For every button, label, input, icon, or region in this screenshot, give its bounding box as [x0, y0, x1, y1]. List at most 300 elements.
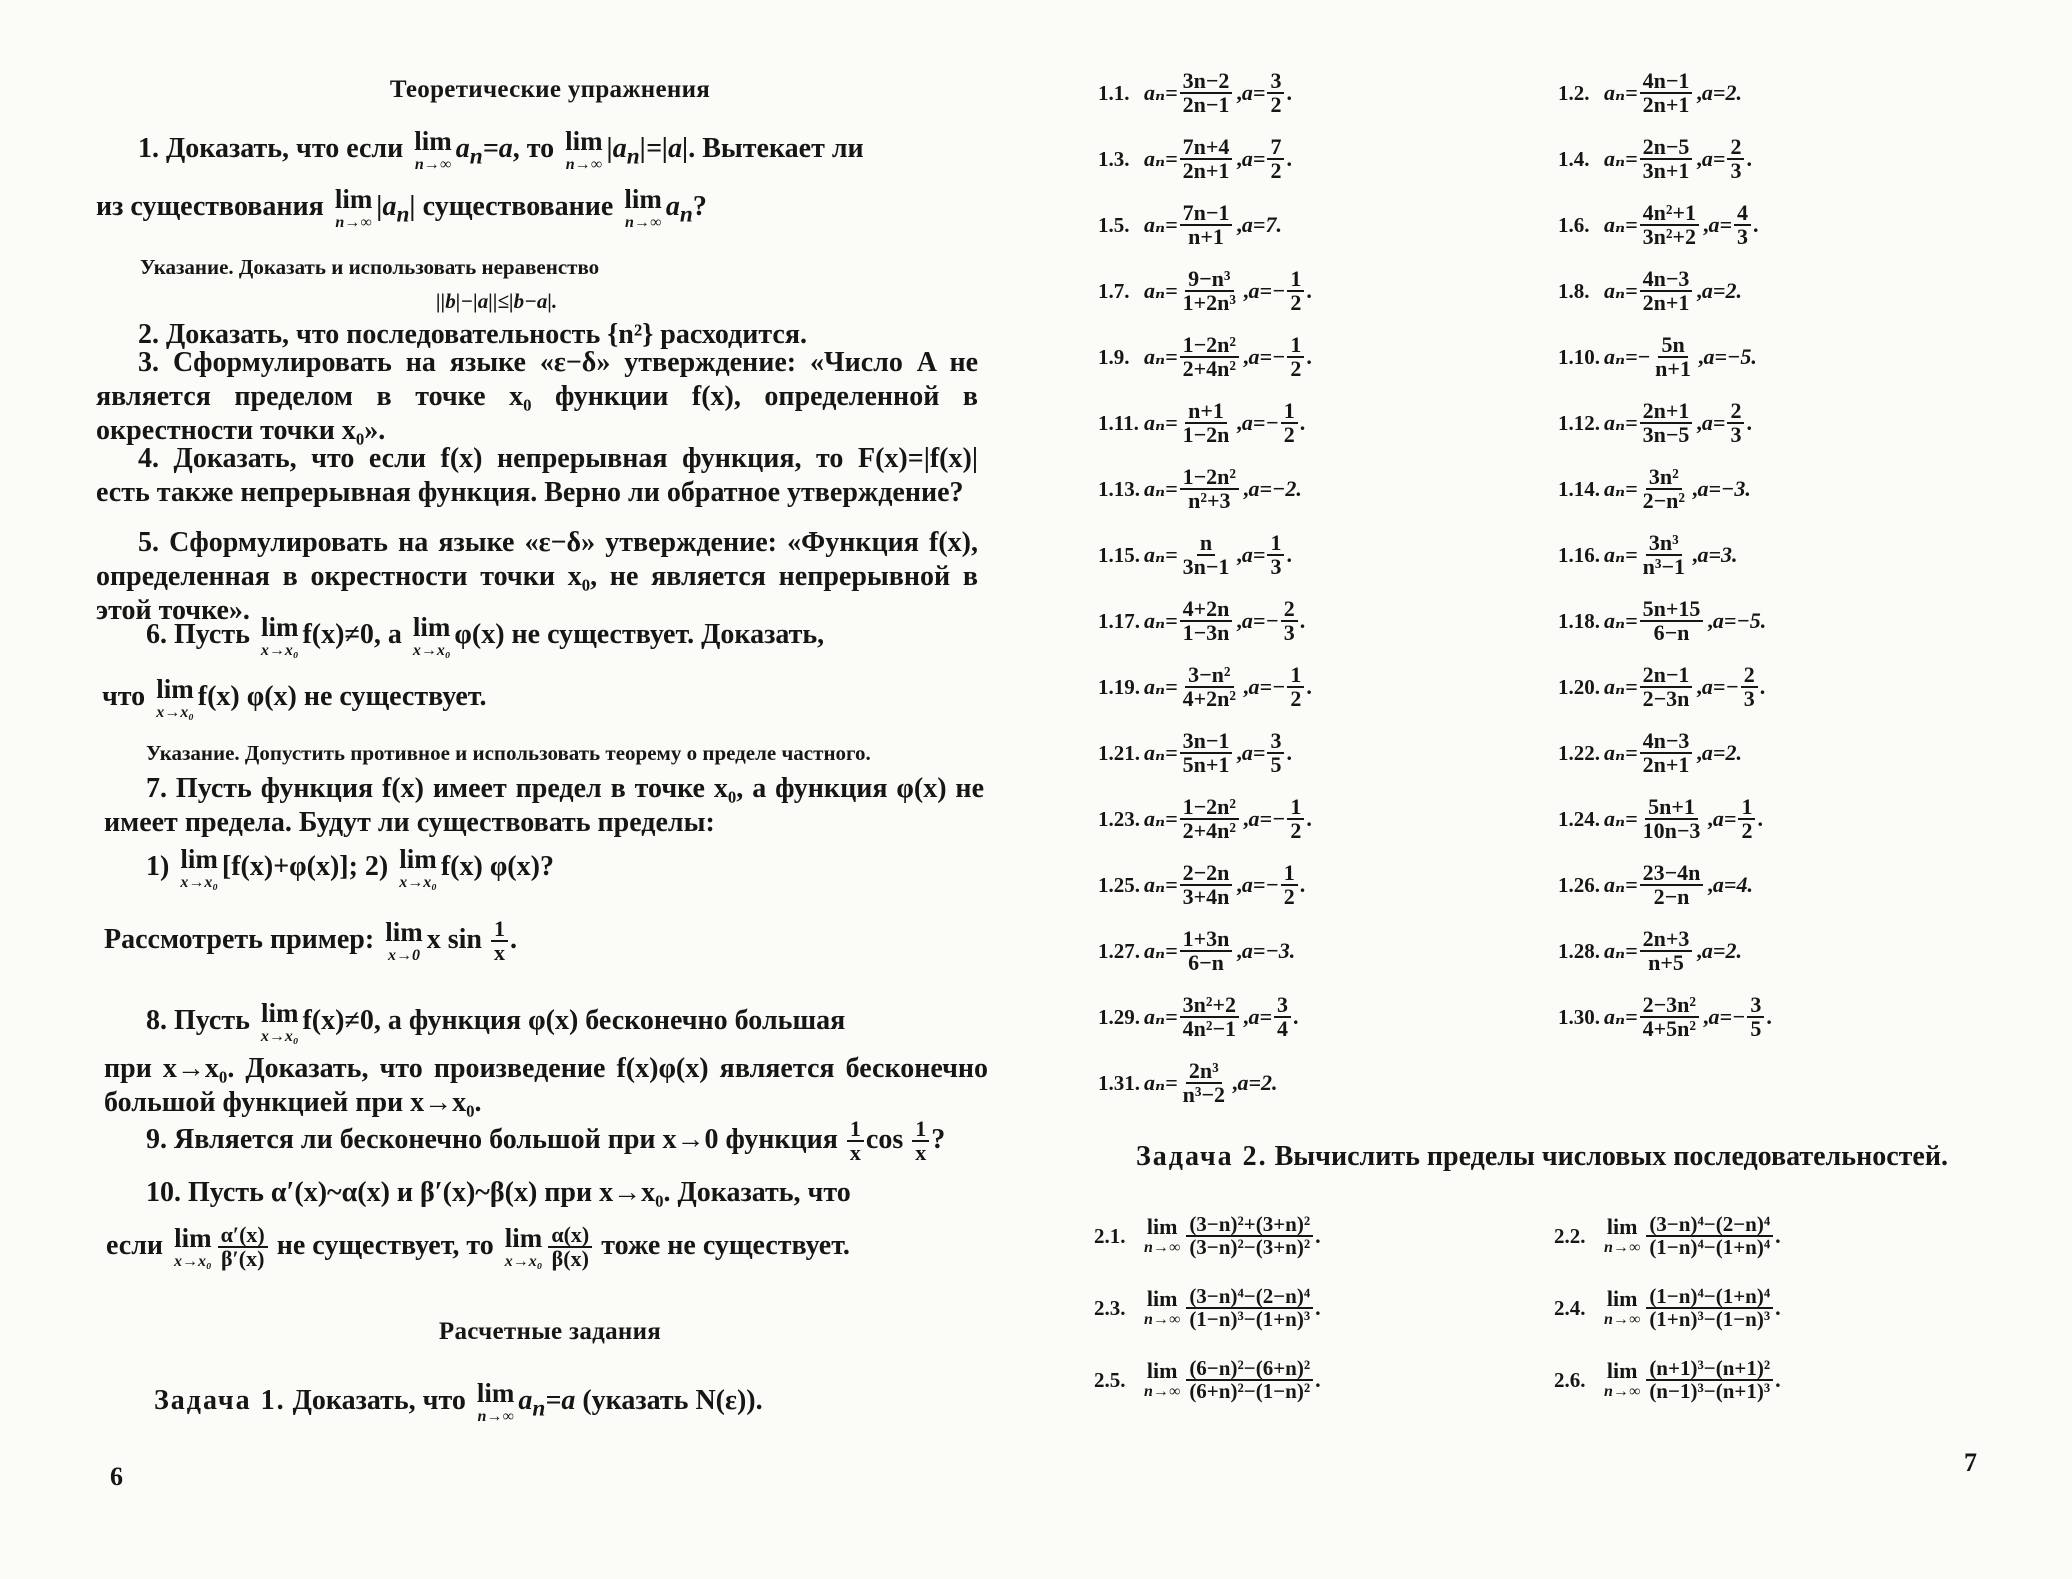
fraction-numerator: 2n−5 [1640, 136, 1693, 160]
limit-fraction [1274, 994, 1291, 1041]
sequence-fraction [1640, 664, 1693, 711]
item-label: 1.16. [1558, 542, 1600, 567]
fraction-denominator: 3n+1 [1642, 158, 1690, 184]
fraction-numerator: (n+1)³−(n+1)² [1646, 1358, 1773, 1381]
limit-value [1707, 608, 1766, 634]
limit-item [1094, 1286, 1321, 1331]
item-label: 1.14. [1558, 476, 1600, 501]
task-item [1558, 730, 1742, 777]
period: . [1766, 1004, 1772, 1030]
task-1-statement: Задача 1. Доказать, что lim n→∞ $a_n=a$ (указать N(ε)). [154, 1378, 763, 1425]
exercise-1-line-2: из существования lim n→∞ $|a_n|$ существование lim n→∞ $a_n$? [96, 184, 707, 231]
task-item [1558, 202, 1759, 249]
limit-a: a=2. [1701, 938, 1742, 964]
task-item [1098, 664, 1312, 711]
limit-value [1232, 1070, 1278, 1096]
limit-fraction [1267, 136, 1284, 183]
fraction-numerator: (6−n)²−(6+n)² [1186, 1358, 1313, 1381]
task-item [1098, 598, 1305, 645]
sequence-fraction [1180, 334, 1239, 381]
fraction-numerator: 2n³ [1186, 1060, 1222, 1084]
limit-a: a=4. [1712, 872, 1753, 898]
fraction-denominator: (n−1)³−(n+1)³ [1649, 1379, 1771, 1404]
sequence-fraction [1180, 862, 1233, 909]
limit-fraction [1741, 664, 1758, 711]
limit-item [1094, 1358, 1321, 1403]
fraction-denominator: 3 [1730, 158, 1742, 184]
sequence-symbol: aₙ= [1604, 278, 1638, 304]
fraction-denominator: 2 [1270, 158, 1282, 184]
fraction-numerator: 2n+1 [1640, 400, 1693, 424]
fraction-denominator: n+1 [1188, 224, 1224, 250]
exercise-8-line-1: 8. Пусть lim x→x₀ f(x)≠0, а функция φ(x) бесконечно большая [146, 998, 846, 1045]
period: . [1306, 278, 1312, 304]
sequence-fraction [1640, 202, 1699, 249]
fraction-denominator: 2 [1290, 356, 1302, 382]
limit-a: a=− [1248, 674, 1286, 700]
fraction-numerator: 4+2n [1180, 598, 1233, 622]
fraction-numerator: 7n+4 [1180, 136, 1233, 160]
period: . [1299, 872, 1306, 898]
task-item [1558, 598, 1766, 645]
fraction-denominator: n³−2 [1182, 1082, 1225, 1108]
limit-value [1236, 532, 1292, 579]
period: . [1286, 80, 1292, 106]
limit-operator [1144, 1360, 1180, 1400]
page-number-left: 6 [110, 1462, 123, 1491]
limit-value [1243, 664, 1312, 711]
fraction-denominator: n+1 [1655, 356, 1691, 382]
sequence-fraction [1180, 466, 1239, 513]
sequence-symbol: aₙ= [1144, 938, 1178, 964]
limit-fraction [1287, 796, 1304, 843]
limit-fraction [1186, 1214, 1313, 1259]
period: . [1775, 1223, 1781, 1249]
fraction-numerator: 1−2n² [1180, 466, 1239, 490]
lim-subscript: n→∞ [1144, 1383, 1181, 1401]
limit-operator [1144, 1288, 1180, 1328]
task-item [1558, 334, 1757, 381]
limit-a: a=− [1708, 1004, 1746, 1030]
limit-a: a=2. [1701, 740, 1742, 766]
sequence-symbol: aₙ= [1144, 806, 1178, 832]
exercise-6-line-2: что lim x→x₀ f(x) φ(x) не существует. [102, 674, 487, 721]
item-label: 1.30. [1558, 1004, 1600, 1029]
sequence-symbol: aₙ= [1144, 344, 1178, 370]
fraction-numerator: 7 [1267, 136, 1284, 160]
limit-value [1236, 212, 1282, 238]
limit-a: a=7. [1241, 212, 1282, 238]
limit-fraction [1287, 334, 1304, 381]
limit-fraction [1646, 1286, 1773, 1331]
fraction-denominator: 5 [1270, 752, 1282, 778]
item-label: 2.5. [1094, 1367, 1126, 1392]
comma: , [1236, 146, 1242, 172]
limit-value [1692, 542, 1738, 568]
exercise-10-line-1: 10. Пусть α′(x)~α(x) и β′(x)~β(x) при x→x₀. Доказать, что [146, 1177, 851, 1208]
fraction-denominator: 2−n [1653, 884, 1690, 910]
task-item [1098, 796, 1312, 843]
fraction-denominator: 3 [1283, 620, 1295, 646]
exercise-1-line-1: 1. Доказать, что если lim n→∞ $a_n=a$, то lim n→∞ $|a_n|=|a|$. Вытекает ли [138, 126, 864, 173]
sequence-symbol: aₙ= [1604, 740, 1638, 766]
limit-value [1243, 796, 1312, 843]
limit-fraction [1287, 268, 1304, 315]
limit-a: a=− [1248, 344, 1286, 370]
limit-value [1696, 80, 1742, 106]
limit-a: a=3. [1697, 542, 1738, 568]
exercise-10-line-2: если lim x→x₀ $\frac{\alpha'(x)}{\beta'(x)}$ не существует, то lim x→x₀ $\frac{\alpha(x)}{\beta(x)}$ тоже не существует. [106, 1222, 850, 1272]
limit-fraction [1738, 796, 1755, 843]
sequence-symbol: aₙ= [1144, 278, 1178, 304]
task-2-statement: Задача 2. Вычислить пределы числовых последовательностей. [1136, 1141, 1948, 1172]
limit-a: a= [1712, 806, 1737, 832]
fraction-numerator: 3n²+2 [1180, 994, 1239, 1018]
fraction-denominator: 2−3n [1642, 686, 1690, 712]
limit-fraction [1281, 862, 1298, 909]
period: . [1299, 608, 1306, 634]
comma: , [1236, 542, 1242, 568]
fraction-numerator: 2−3n² [1640, 994, 1699, 1018]
item-label: 1.27. [1098, 938, 1140, 963]
task-item [1558, 268, 1742, 315]
comma: , [1243, 476, 1249, 502]
exercise-5: 5. Сформулировать на языке «ε−δ» утверждение: «Функция f(x), определенная в окрестности точки x₀, не является непрерывной в этой точке». [96, 527, 978, 626]
limit-fraction [1747, 994, 1764, 1041]
sequence-fraction [1640, 268, 1693, 315]
fraction-numerator: 3n−2 [1180, 70, 1233, 94]
sequence-symbol: aₙ= [1144, 740, 1178, 766]
item-label: 1.28. [1558, 938, 1600, 963]
sequence-symbol: aₙ= [1144, 872, 1178, 898]
limit-a: a=2. [1701, 80, 1742, 106]
item-label: 1.3. [1098, 146, 1130, 171]
limit-a: a=− [1241, 410, 1279, 436]
limit-operator [1604, 1288, 1640, 1328]
fraction-numerator: 4n−3 [1640, 730, 1693, 754]
fraction-denominator: 2 [1741, 818, 1753, 844]
sequence-symbol: aₙ= [1604, 410, 1638, 436]
sequence-fraction [1640, 466, 1688, 513]
lim-subscript: n→∞ [1144, 1239, 1181, 1257]
limit-value [1236, 70, 1292, 117]
limit-a: a=−5. [1712, 608, 1767, 634]
fraction-denominator: 2n+1 [1182, 158, 1230, 184]
fraction-numerator: 3−n² [1185, 664, 1233, 688]
limit-a: a= [1241, 80, 1266, 106]
limit-item [1094, 1214, 1321, 1259]
lim-word: lim [1146, 1214, 1178, 1240]
task-item [1558, 532, 1738, 579]
sequence-symbol: aₙ= [1144, 212, 1178, 238]
sequence-fraction [1640, 862, 1704, 909]
lim-word: lim [1606, 1286, 1638, 1312]
fraction-numerator: 2n−1 [1640, 664, 1693, 688]
limit-fraction [1727, 136, 1744, 183]
exercise-3: 3. Сформулировать на языке «ε−δ» утверждение: «Число A не является пределом в точке x₀ функции f(x), определенной в окрестности точки x₀». [96, 347, 978, 446]
sequence-symbol: aₙ= [1144, 1004, 1178, 1030]
task-item [1558, 70, 1742, 117]
comma: , [1236, 212, 1242, 238]
limit-value [1692, 476, 1751, 502]
limit-a: a=−3. [1697, 476, 1751, 502]
task-item [1558, 862, 1753, 909]
fraction-numerator: 3n³ [1646, 532, 1682, 556]
fraction-denominator: 2n−1 [1182, 92, 1230, 118]
sequence-symbol: aₙ= [1604, 872, 1638, 898]
limit-value [1243, 268, 1312, 315]
fraction-denominator: 2+4n² [1182, 356, 1236, 382]
task-item [1558, 994, 1772, 1041]
sequence-symbol: aₙ= [1604, 1004, 1638, 1030]
limit-fraction [1186, 1286, 1313, 1331]
fraction-numerator: 3 [1267, 70, 1284, 94]
exercise-7-items: 1) lim x→x₀ [f(x)+φ(x)]; 2) lim x→x₀ f(x) φ(x)? [146, 844, 554, 891]
fraction-numerator: 23−4n [1640, 862, 1704, 886]
limit-fraction [1267, 730, 1284, 777]
sequence-symbol: aₙ= [1144, 674, 1178, 700]
fraction-numerator: (3−n)⁴−(2−n)⁴ [1186, 1286, 1313, 1309]
limit-operator [1604, 1360, 1640, 1400]
fraction-numerator: 2 [1281, 598, 1298, 622]
fraction-numerator: 1 [1281, 400, 1298, 424]
exercise-7: 7. Пусть функция f(x) имеет предел в точке x₀, а функция φ(x) не имеет предела. Будут ли существовать пределы: [104, 773, 984, 838]
exercise-2: 2. Доказать, что последовательность {n²} расходится. [138, 319, 808, 350]
task-item [1098, 400, 1305, 447]
period: . [1759, 674, 1766, 700]
task-item [1098, 994, 1299, 1041]
limit-fraction [1281, 598, 1298, 645]
fraction-denominator: 2n+1 [1642, 290, 1690, 316]
task-item [1558, 466, 1751, 513]
limit-item [1554, 1286, 1781, 1331]
sequence-symbol: aₙ= [1604, 212, 1638, 238]
exercise-8-rest: при x→x₀. Доказать, что произведение f(x)φ(x) является бесконечно большой функцией при x→x₀. [104, 1053, 988, 1118]
comma: , [1236, 938, 1242, 964]
task-item [1098, 532, 1292, 579]
sequence-fraction [1640, 796, 1704, 843]
hint-1: Указание. Доказать и использовать неравенство [140, 255, 600, 279]
period: . [1286, 542, 1292, 568]
comma: , [1232, 1070, 1238, 1096]
lim-subscript: n→∞ [1604, 1383, 1641, 1401]
comma: , [1696, 674, 1702, 700]
fraction-numerator: 5n [1658, 334, 1687, 358]
fraction-denominator: 10n−3 [1642, 818, 1701, 844]
comma: , [1696, 740, 1702, 766]
fraction-denominator: n³−1 [1642, 554, 1685, 580]
comma: , [1696, 278, 1702, 304]
limit-fraction [1646, 1358, 1773, 1403]
sequence-symbol: aₙ= [1604, 146, 1638, 172]
fraction-numerator: 1 [1287, 334, 1304, 358]
limit-value [1703, 202, 1759, 249]
limit-value [1698, 344, 1757, 370]
fraction-numerator: n [1197, 532, 1215, 556]
comma: , [1707, 806, 1713, 832]
fraction-numerator: 1 [1267, 532, 1284, 556]
fraction-numerator: 3 [1747, 994, 1764, 1018]
fraction-numerator: 5n+1 [1645, 796, 1698, 820]
period: . [1286, 146, 1292, 172]
fraction-numerator: 1 [1738, 796, 1755, 820]
fraction-denominator: 3 [1737, 224, 1749, 250]
item-label: 1.25. [1098, 872, 1140, 897]
task-item [1098, 334, 1312, 381]
period: . [1746, 410, 1752, 436]
fraction-denominator: 6−n [1653, 620, 1690, 646]
comma: , [1243, 806, 1249, 832]
fraction-denominator: 4 [1277, 1016, 1289, 1042]
period: . [1315, 1223, 1321, 1249]
hint-1-formula: ||b|−|a||≤|b−a|. [436, 289, 558, 313]
comma: , [1243, 278, 1249, 304]
limit-fraction [1734, 202, 1751, 249]
fraction-numerator: 2 [1727, 136, 1744, 160]
fraction-denominator: 2−n² [1642, 488, 1685, 514]
item-label: 1.23. [1098, 806, 1140, 831]
limit-a: a=2. [1237, 1070, 1278, 1096]
limit-a: a= [1241, 146, 1266, 172]
limit-fraction [1727, 400, 1744, 447]
item-label: 1.24. [1558, 806, 1600, 831]
fraction-denominator: 2+4n² [1182, 818, 1236, 844]
period: . [1315, 1295, 1321, 1321]
limit-a: a=− [1241, 872, 1279, 898]
limit-a: a= [1241, 740, 1266, 766]
sequence-fraction [1180, 1060, 1228, 1107]
sequence-fraction [1180, 400, 1233, 447]
limit-a: a=−3. [1241, 938, 1296, 964]
task-item [1098, 862, 1305, 909]
exercise-7-example: Рассмотреть пример: lim x→0 x sin $\frac{1}{x}$ . [104, 916, 517, 966]
fraction-numerator: 3n−1 [1180, 730, 1233, 754]
limit-fraction [1646, 1214, 1773, 1259]
item-label: 1.31. [1098, 1070, 1140, 1095]
fraction-numerator: 1 [1287, 268, 1304, 292]
lim-word: lim [1606, 1358, 1638, 1384]
fraction-numerator: n+1 [1185, 400, 1227, 424]
sequence-symbol: aₙ= [1604, 608, 1638, 634]
limit-value [1696, 136, 1752, 183]
item-label: 2.2. [1554, 1223, 1586, 1248]
comma: , [1707, 872, 1713, 898]
limit-value [1703, 994, 1772, 1041]
limit-a: a=− [1701, 674, 1739, 700]
limit-value [1236, 730, 1292, 777]
sequence-fraction [1640, 928, 1693, 975]
sequence-fraction [1180, 664, 1239, 711]
fraction-numerator: 3 [1267, 730, 1284, 754]
item-label: 1.11. [1098, 410, 1139, 435]
limit-value [1696, 740, 1742, 766]
comma: , [1692, 542, 1698, 568]
sequence-fraction [1640, 598, 1704, 645]
limit-fraction [1287, 664, 1304, 711]
fraction-numerator: 2 [1741, 664, 1758, 688]
fraction-denominator: 2 [1270, 92, 1282, 118]
fraction-numerator: (3−n)⁴−(2−n)⁴ [1646, 1214, 1773, 1237]
fraction-denominator: 1−2n [1182, 422, 1230, 448]
fraction-numerator: 5n+15 [1640, 598, 1704, 622]
fraction-numerator: 9−n³ [1185, 268, 1233, 292]
item-label: 2.3. [1094, 1295, 1126, 1320]
limit-item [1554, 1214, 1781, 1259]
task-item [1098, 268, 1312, 315]
fraction-denominator: 5n+1 [1182, 752, 1230, 778]
lim-subscript: n→∞ [1604, 1239, 1641, 1257]
right-page [1036, 0, 2072, 1579]
sequence-symbol: aₙ= [1144, 80, 1178, 106]
sequence-fraction [1640, 400, 1693, 447]
item-label: 1.20. [1558, 674, 1600, 699]
sequence-symbol: aₙ= [1604, 344, 1638, 370]
sequence-fraction [1640, 136, 1693, 183]
fraction-denominator: 3n−5 [1642, 422, 1690, 448]
task-item [1098, 730, 1292, 777]
task-item [1558, 136, 1752, 183]
minus-sign: − [1637, 344, 1651, 370]
fraction-denominator: 2 [1283, 422, 1295, 448]
sequence-fraction [1180, 136, 1233, 183]
fraction-denominator: (1−n)⁴−(1+n)⁴ [1649, 1235, 1771, 1260]
comma: , [1236, 740, 1242, 766]
limit-fraction [1267, 532, 1284, 579]
comma: , [1697, 344, 1704, 370]
limit-value [1243, 476, 1302, 502]
limit-a: a= [1701, 146, 1726, 172]
fraction-denominator: 3n−1 [1182, 554, 1230, 580]
item-label: 2.1. [1094, 1223, 1126, 1248]
limit-a: a=− [1248, 806, 1286, 832]
period: . [1306, 344, 1312, 370]
task-item [1098, 1060, 1278, 1107]
lim-word: lim [1146, 1286, 1178, 1312]
fraction-numerator: 3n² [1646, 466, 1682, 490]
comma: , [1707, 608, 1713, 634]
fraction-numerator: 1−2n² [1180, 796, 1239, 820]
item-label: 1.15. [1098, 542, 1140, 567]
comma: , [1243, 674, 1249, 700]
sequence-symbol: aₙ= [1144, 608, 1178, 634]
fraction-denominator: 3+4n [1182, 884, 1230, 910]
task-item [1098, 202, 1282, 249]
item-label: 1.17. [1098, 608, 1140, 633]
fraction-numerator: 4n²+1 [1640, 202, 1699, 226]
sequence-symbol: aₙ= [1604, 542, 1638, 568]
task-item [1098, 70, 1292, 117]
limit-a: a= [1248, 1004, 1273, 1030]
item-label: 1.7. [1098, 278, 1130, 303]
fraction-numerator: (1−n)⁴−(1+n)⁴ [1646, 1286, 1773, 1309]
sequence-fraction [1652, 334, 1694, 381]
period: . [1306, 674, 1312, 700]
period: . [1757, 806, 1763, 832]
sequence-symbol: aₙ= [1144, 542, 1178, 568]
item-label: 1.18. [1558, 608, 1600, 633]
exercise-6-line-1: 6. Пусть lim x→x₀ f(x)≠0, а lim x→x₀ φ(x) не существует. Доказать, [146, 612, 825, 659]
period: . [1753, 212, 1759, 238]
limit-value [1236, 598, 1305, 645]
fraction-denominator: 4+5n² [1642, 1016, 1696, 1042]
fraction-numerator: 4 [1734, 202, 1751, 226]
limit-value [1236, 862, 1305, 909]
fraction-denominator: 1−3n [1182, 620, 1230, 646]
limit-value [1696, 664, 1765, 711]
task-item [1098, 136, 1292, 183]
sequence-symbol: aₙ= [1604, 476, 1638, 502]
fraction-denominator: 3 [1743, 686, 1755, 712]
